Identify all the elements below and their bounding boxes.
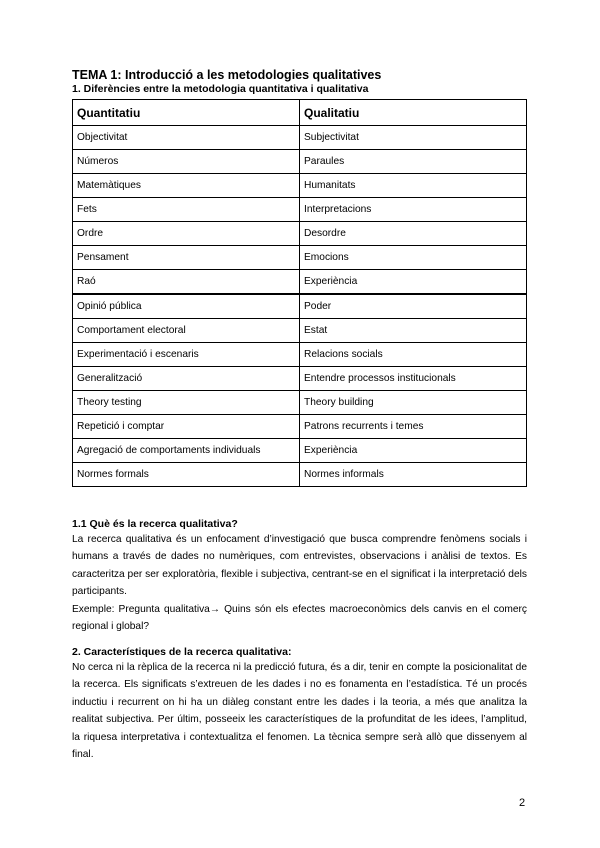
table-cell: Normes formals xyxy=(73,463,300,487)
table-cell: Subjectivitat xyxy=(300,126,527,150)
table-cell: Opinió pública xyxy=(73,294,300,319)
section-heading: 2. Característiques de la recerca qualitativa: xyxy=(72,646,292,658)
table-row xyxy=(73,463,527,487)
table-row xyxy=(73,126,527,150)
table-cell: Patrons recurrents i temes xyxy=(300,415,527,439)
table-cell: Números xyxy=(73,150,300,174)
table-row xyxy=(73,439,527,463)
table-row xyxy=(73,246,527,270)
table-cell: Objectivitat xyxy=(73,126,300,150)
table-cell: Interpretacions xyxy=(300,198,527,222)
table-row xyxy=(73,174,527,198)
table-cell: Entendre processos institucionals xyxy=(300,367,527,391)
example-paragraph: Exemple: Pregunta qualitativa→ Quins són els efectes macroeconòmics dels canvis en el comerç regional i global? xyxy=(72,603,527,633)
page-header xyxy=(72,68,527,487)
table-cell: Poder xyxy=(300,294,527,319)
table-cell: Experiència xyxy=(300,439,527,463)
table-cell: Raó xyxy=(73,270,300,295)
table-cell: Normes informals xyxy=(300,463,527,487)
table-cell: Desordre xyxy=(300,222,527,246)
table-row xyxy=(73,319,527,343)
section-characteristics xyxy=(72,645,527,763)
table-row xyxy=(73,391,527,415)
table-row xyxy=(73,415,527,439)
table-row xyxy=(73,367,527,391)
section-paragraph: La recerca qualitativa és un enfocament d’investigació que busca comprendre fenòmens socials i humans a través de dades no numèriques, com entrevistes, observacions i anàlisi de textos. Es caracteritza per ser exploratòria, flexible i subjectiva, centrant-se en el significat i la interpretació dels participants. xyxy=(72,534,527,598)
table-cell: Comportament electoral xyxy=(73,319,300,343)
comparison-table xyxy=(72,99,527,487)
page-number: 2 xyxy=(519,797,526,809)
table-cell: Humanitats xyxy=(300,174,527,198)
table-row xyxy=(73,270,527,295)
table-row xyxy=(73,198,527,222)
section-subtitle: 1. Diferències entre la metodologia quantitativa i qualitativa xyxy=(72,83,369,95)
table-cell: Relacions socials xyxy=(300,343,527,367)
section-paragraph: No cerca ni la rèplica de la recerca ni la predicció futura, és a dir, tenir en compte la posicionalitat de la recerca. Els significats s’extreuen de les dades i no es fonamenta en l’estadística. Té un procés inductiu i recurrent on hi ha un diàleg constant entre les dades i la teoria, a més que analitza la realitat subjectiva. Per últim, posseeix les característiques de la profunditat de les idees, l’amplitud, la riquesa interpretativa i contextualitza el fenomen. La tècnica sempre serà allò que dissenyem al final. xyxy=(72,662,527,761)
section-what-is-qualitative xyxy=(72,517,527,635)
table-header-row xyxy=(73,100,527,126)
column-header-quantitative: Quantitatiu xyxy=(73,100,300,126)
table-cell: Emocions xyxy=(300,246,527,270)
table-row xyxy=(73,343,527,367)
table-cell: Repetició i comptar xyxy=(73,415,300,439)
column-header-qualitative: Qualitatiu xyxy=(300,100,527,126)
table-cell: Experiència xyxy=(300,270,527,295)
table-cell: Matemàtiques xyxy=(73,174,300,198)
table-cell: Theory testing xyxy=(73,391,300,415)
table-cell: Pensament xyxy=(73,246,300,270)
table-row xyxy=(73,150,527,174)
table-cell: Fets xyxy=(73,198,300,222)
section-heading: 1.1 Què és la recerca qualitativa? xyxy=(72,518,238,530)
table-cell: Generalització xyxy=(73,367,300,391)
document-title: TEMA 1: Introducció a les metodologies qualitatives xyxy=(72,68,382,82)
table-cell: Paraules xyxy=(300,150,527,174)
table-row xyxy=(73,294,527,319)
table-cell: Estat xyxy=(300,319,527,343)
table-cell: Agregació de comportaments individuals xyxy=(73,439,300,463)
table-cell: Ordre xyxy=(73,222,300,246)
table-cell: Theory building xyxy=(300,391,527,415)
table-cell: Experimentació i escenaris xyxy=(73,343,300,367)
table-row xyxy=(73,222,527,246)
